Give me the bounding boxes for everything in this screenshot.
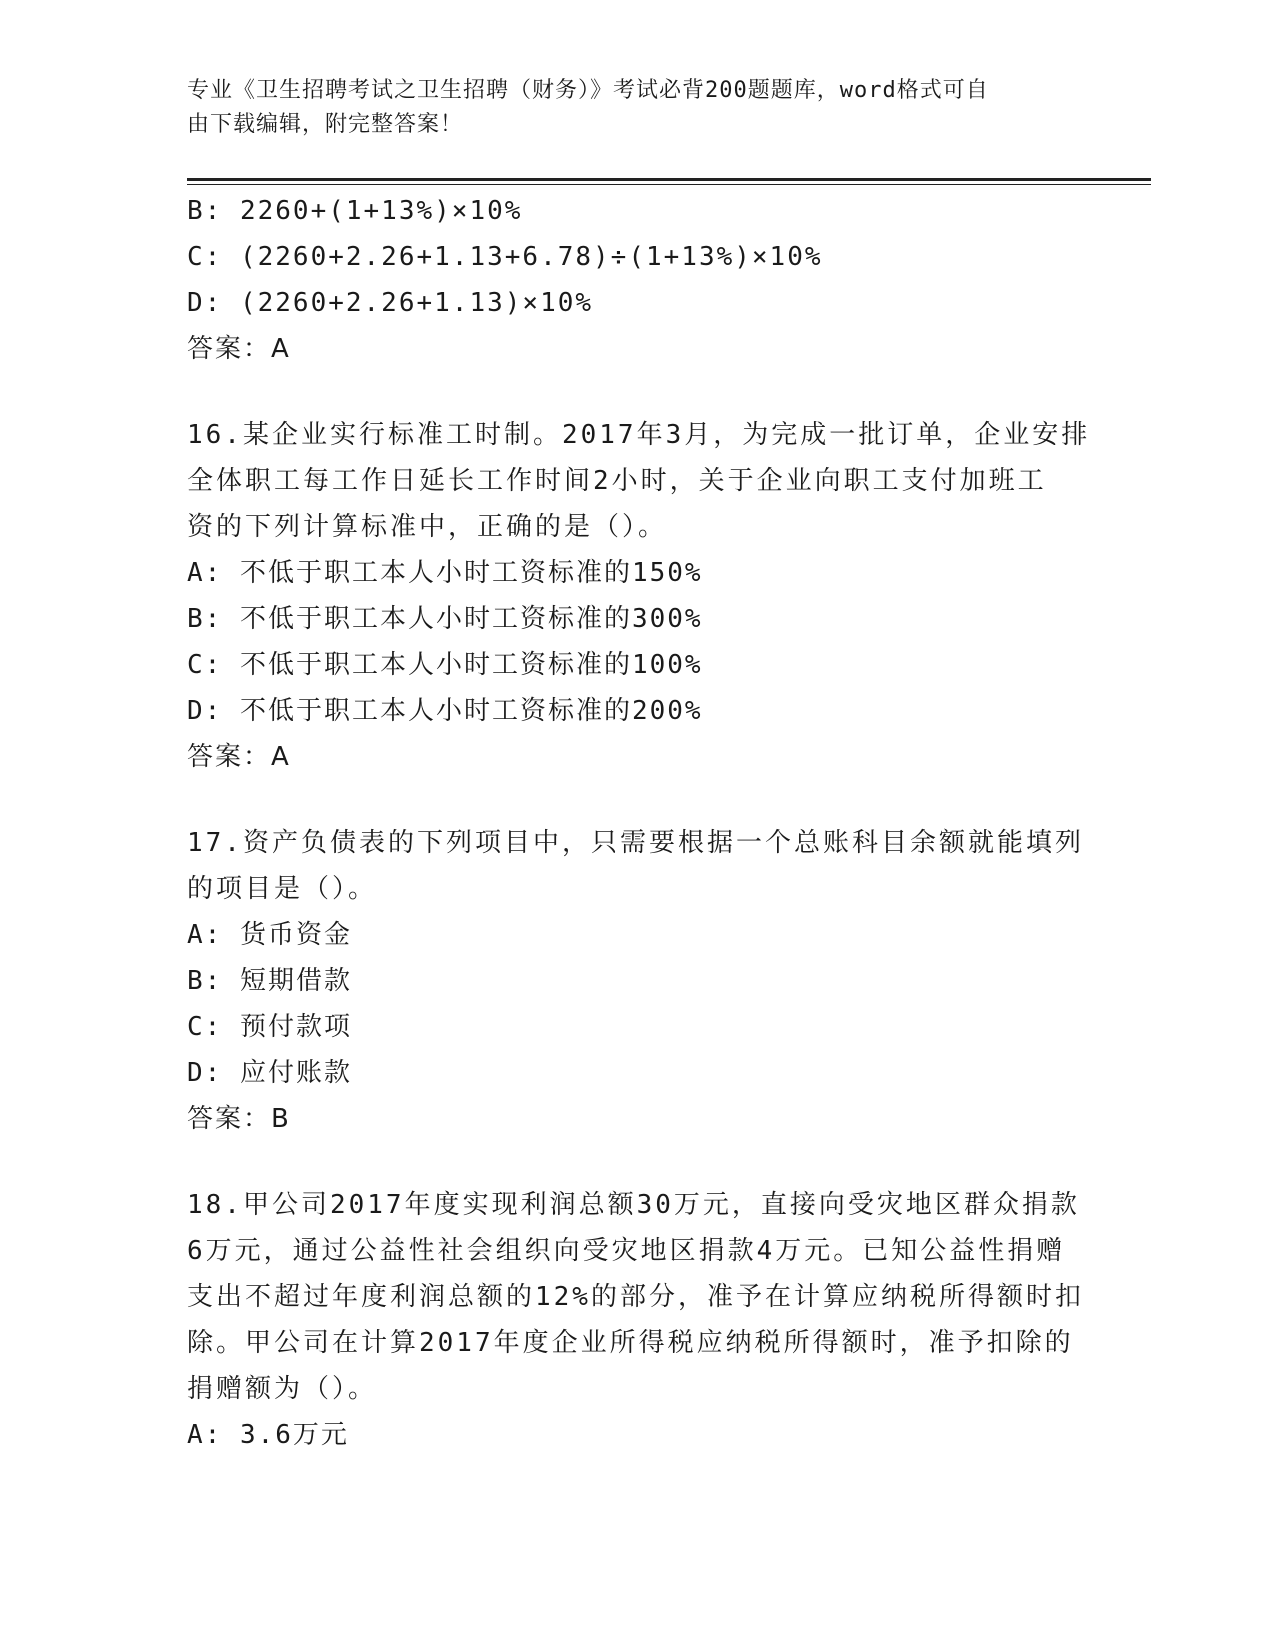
spacer — [187, 1142, 1087, 1182]
question-15-tail — [187, 188, 1087, 372]
header-line-1: 专业《卫生招聘考试之卫生招聘（财务）》考试必背200题题库，word格式可自 — [187, 78, 989, 103]
question-stem-line: 17.资产负债表的下列项目中，只需要根据一个总账科目余额就能填列 — [187, 828, 1084, 858]
page-header — [187, 74, 1067, 142]
option-c: C: 预付款项 — [187, 1012, 352, 1042]
option-a: A: 货币资金 — [187, 920, 352, 950]
header-rule-thick — [187, 178, 1151, 181]
option-b: B: 不低于职工本人小时工资标准的300% — [187, 604, 703, 634]
answer: 答案：A — [187, 742, 291, 772]
question-stem-line: 的项目是（）。 — [187, 874, 378, 904]
spacer — [187, 372, 1087, 412]
option-c: C: (2260+2.26+1.13+6.78)÷(1+13%)×10% — [187, 242, 823, 272]
question-18 — [187, 1182, 1087, 1458]
question-17 — [187, 820, 1087, 1142]
answer: 答案：A — [187, 334, 291, 364]
question-content — [187, 188, 1091, 1458]
question-stem-line: 支出不超过年度利润总额的12%的部分，准予在计算应纳税所得额时扣 — [187, 1282, 1084, 1312]
option-b: B: 2260+(1+13%)×10% — [187, 196, 523, 226]
spacer — [187, 780, 1087, 820]
question-stem-line: 资的下列计算标准中，正确的是（）。 — [187, 512, 668, 542]
option-d: D: 不低于职工本人小时工资标准的200% — [187, 696, 703, 726]
header-line-2: 由下载编辑，附完整答案！ — [187, 112, 464, 137]
header-rule-thin — [187, 184, 1151, 185]
option-c: C: 不低于职工本人小时工资标准的100% — [187, 650, 703, 680]
option-b: B: 短期借款 — [187, 966, 352, 996]
option-a: A: 不低于职工本人小时工资标准的150% — [187, 558, 703, 588]
question-stem-line: 除。甲公司在计算2017年度企业所得税应纳税所得额时，准予扣除的 — [187, 1328, 1074, 1358]
option-d: D: (2260+2.26+1.13)×10% — [187, 288, 594, 318]
option-d: D: 应付账款 — [187, 1058, 352, 1088]
question-stem-line: 18.甲公司2017年度实现利润总额30万元，直接向受灾地区群众捐款 — [187, 1190, 1080, 1220]
question-stem-line: 捐赠额为（）。 — [187, 1374, 378, 1404]
question-16 — [187, 412, 1091, 780]
question-stem-line: 6万元，通过公益性社会组织向受灾地区捐款4万元。已知公益性捐赠 — [187, 1236, 1066, 1266]
question-stem-line: 全体职工每工作日延长工作时间2小时，关于企业向职工支付加班工 — [187, 466, 1047, 496]
option-a: A: 3.6万元 — [187, 1420, 349, 1450]
answer: 答案：B — [187, 1104, 291, 1134]
question-stem-line: 16.某企业实行标准工时制。2017年3月，为完成一批订单，企业安排 — [187, 420, 1091, 450]
